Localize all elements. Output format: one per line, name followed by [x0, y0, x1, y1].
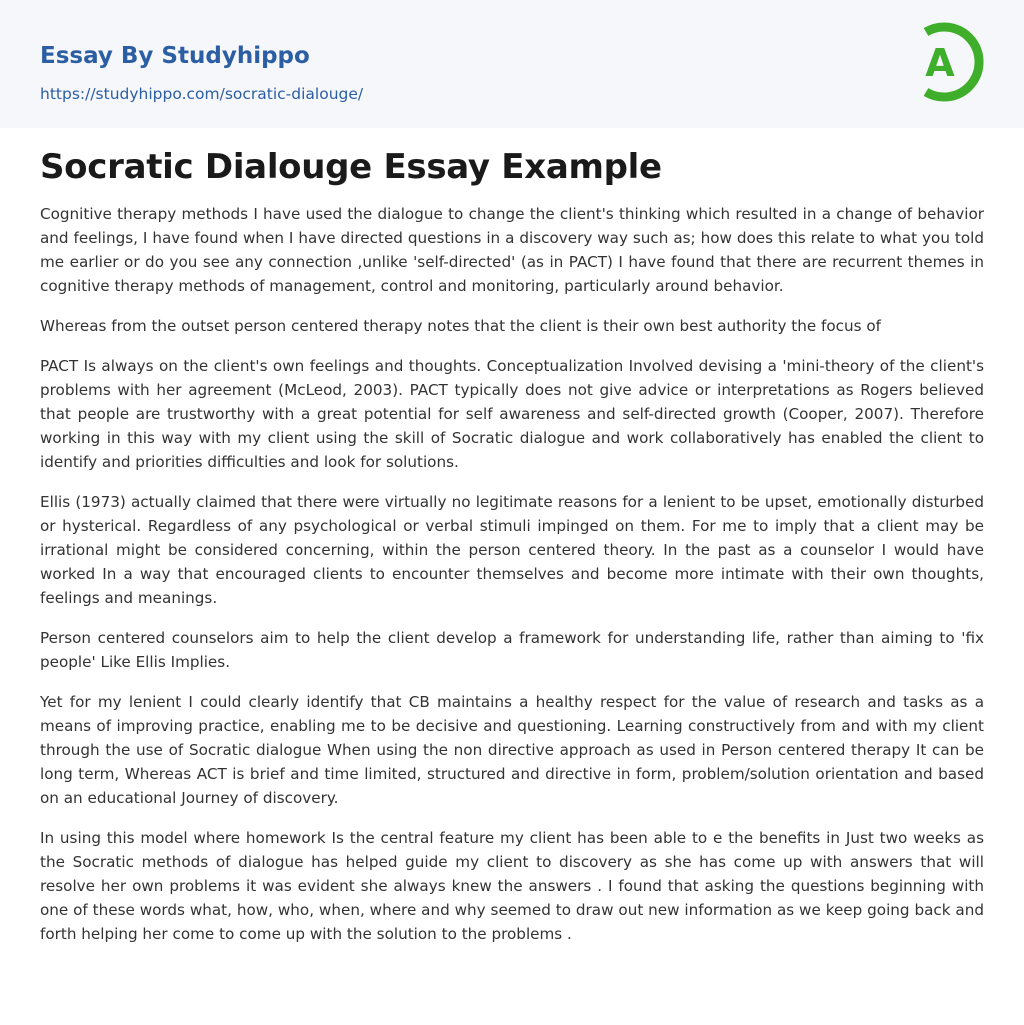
paragraph: Person centered counselors aim to help the client develop a framework for understanding life, rather than aiming to 'fix people' Like Ellis Implies. — [40, 629, 984, 671]
article-body — [40, 202, 984, 946]
paragraph: Ellis (1973) actually claimed that there were virtually no legitimate reasons for a lenient to be upset, emotionally disturbed or hysterical. Regardless of any psychological or verbal stimuli impinged on them. For me to imply that a client may be irrational might be considered concerning, within the person centered theory. In the past as a counselor I would have worked In a way that encouraged clients to encounter themselves and become more intimate with their own thoughts, feelings and meanings. — [40, 493, 984, 607]
page-title: Socratic Dialouge Essay Example — [40, 147, 662, 187]
site-brand[interactable]: Essay By Studyhippo — [40, 43, 310, 69]
logo-letter: A — [925, 41, 955, 85]
paragraph: In using this model where homework Is the central feature my client has been able to e the benefits in Just two weeks as the Socratic methods of dialogue has helped guide my client to discovery as she has come up with answers that will resolve her own problems it was evident she always knew the answers . I found that asking the questions beginning with one of these words what, how, who, when, where and why seemed to draw out new information as we keep going back and forth helping her come to come up with the solution to the problems . — [40, 829, 984, 943]
paragraph: PACT Is always on the client's own feelings and thoughts. Conceptualization Involved devising a 'mini-theory of the client's problems with her agreement (McLeod, 2003). PACT typically does not give advice or interpretations as Rogers believed that people are trustworthy with a great potential for self awareness and self-directed growth (Cooper, 2007). Therefore working in this way with my client using the skill of Socratic dialogue and work collaboratively has enabled the client to identify and priorities difficulties and look for solutions. — [40, 357, 984, 471]
studyhippo-logo-icon[interactable] — [912, 19, 986, 105]
source-url-link[interactable]: https://studyhippo.com/socratic-dialouge/ — [40, 85, 364, 103]
site-header — [0, 0, 1024, 128]
paragraph: Yet for my lenient I could clearly identify that CB maintains a healthy respect for the value of research and tasks as a means of improving practice, enabling me to be decisive and questioning. Learning constructively from and with my client through the use of Socratic dialogue When using the non directive approach as used in Person centered therapy It can be long term, Whereas ACT is brief and time limited, structured and directive in form, problem/solution orientation and based on an educational Journey of discovery. — [40, 693, 984, 807]
article — [0, 128, 1024, 946]
paragraph: Cognitive therapy methods I have used the dialogue to change the client's thinking which resulted in a change of behavior and feelings, I have found when I have directed questions in a discovery way such as; how does this relate to what you told me earlier or do you see any connection ,unlike 'self-directed' (as in PACT) I have found that there are recurrent themes in cognitive therapy methods of management, control and monitoring, particularly around behavior. — [40, 205, 984, 295]
paragraph: Whereas from the outset person centered therapy notes that the client is their own best authority the focus of — [40, 317, 882, 335]
